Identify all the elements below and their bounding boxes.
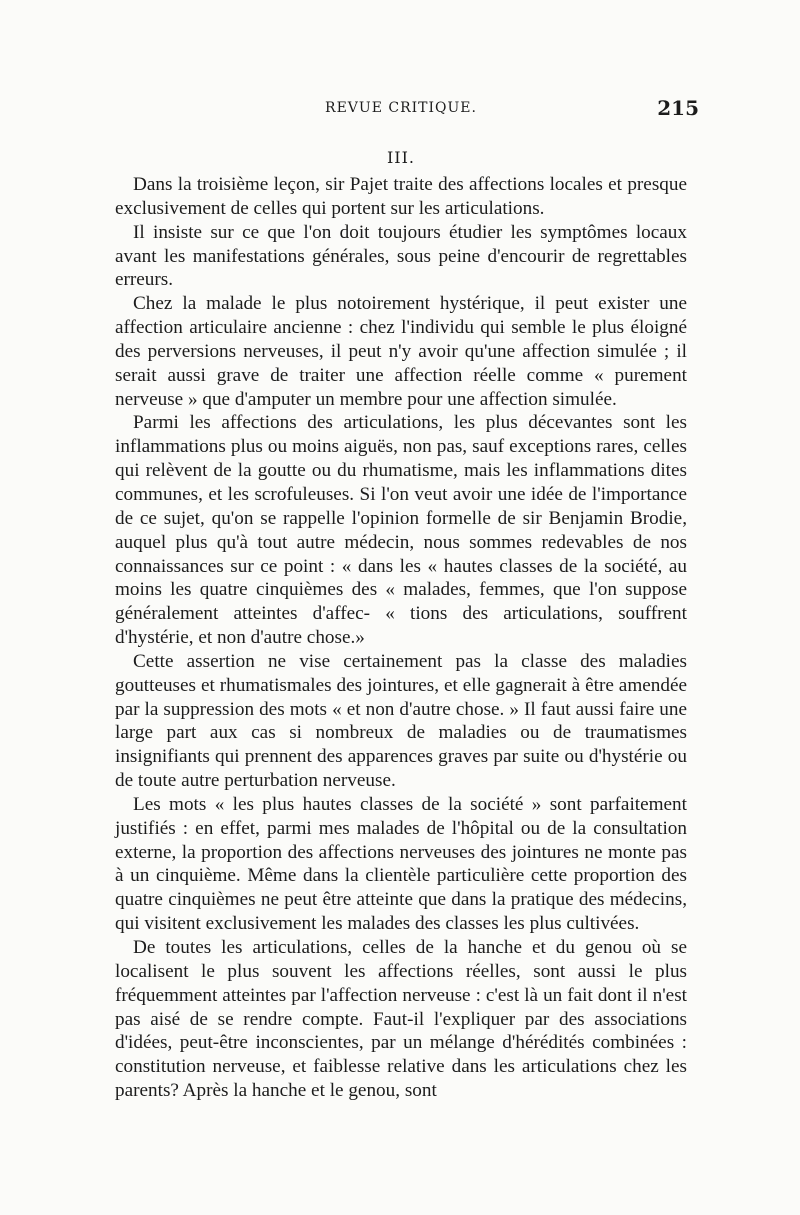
page-number: 215	[657, 96, 699, 120]
document-page	[115, 96, 699, 1103]
body-text	[115, 173, 687, 1103]
paragraph: Les mots « les plus hautes classes de la société » sont parfaitement justifiés : en effet, parmi mes malades de l'hôpital ou de la consultation externe, la proportion des affections nerveuses des jointures ne monte pas à un cinquième. Même dans la clientèle particulière cette proportion des quatre cinquièmes ne peut être atteinte que dans la pratique des médecins, qui visitent exclusivement les malades des classes les plus cultivées.	[115, 793, 687, 935]
paragraph: Dans la troisième leçon, sir Pajet traite des affections locales et presque exclusivement de celles qui portent sur les articulations.	[115, 174, 687, 219]
page-header	[115, 96, 699, 120]
paragraph: Il insiste sur ce que l'on doit toujours étudier les symptômes locaux avant les manifestations générales, sous peine d'encourir de regrettables erreurs.	[115, 221, 687, 291]
section-number: III.	[386, 148, 416, 167]
paragraph: Chez la malade le plus notoirement hystérique, il peut exister une affection articulaire ancienne : chez l'individu qui semble le plus éloigné des perversions nerveuses, il peut n'y avoir qu'une affection simulée ; il serait aussi grave de traiter une affection réelle comme « purement nerveuse » que d'amputer un membre pour une affection simulée.	[115, 293, 687, 410]
running-head: REVUE CRITIQUE.	[325, 100, 477, 116]
paragraph: De toutes les articulations, celles de la hanche et du genou où se localisent le plus souvent les affections réelles, sont aussi le plus fréquemment atteintes par l'affection nerveuse : c'est là un fait dont il n'est pas aisé de se rendre compte. Faut-il l'expliquer par des associations d'idées, peut-être inconscientes, par un mélange d'hérédités combinées : constitution nerveuse, et faiblesse relative dans les articulations chez les parents? Après la hanche et le genou, sont	[115, 937, 687, 1102]
paragraph: Cette assertion ne vise certainement pas la classe des maladies goutteuses et rhumatismales des jointures, et elle gagnerait à être amendée par la suppression des mots « et non d'autre chose. » Il faut aussi faire une large part aux cas si nombreux de maladies ou de traumatismes insignifiants qui prennent des apparences graves par suite ou d'hystérie ou de toute autre perturbation nerveuse.	[115, 650, 687, 792]
paragraph: Parmi les affections des articulations, les plus décevantes sont les inflammations plus ou moins aiguës, non pas, sauf exceptions rares, celles qui relèvent de la goutte ou du rhumatisme, mais les inflammations dites communes, et les scrofuleuses. Si l'on veut avoir une idée de l'importance de ce sujet, qu'on se rappelle l'opinion formelle de sir Benjamin Brodie, auquel plus qu'à tout autre médecin, nous sommes redevables de nos connaissances sur ce point : « dans les « hautes classes de la société, au moins les quatre cinquièmes des « malades, femmes, que l'on suppose généralement atteintes d'affec- « tions des articulations, souffrent d'hystérie, et non d'autre chose.»	[115, 412, 687, 649]
